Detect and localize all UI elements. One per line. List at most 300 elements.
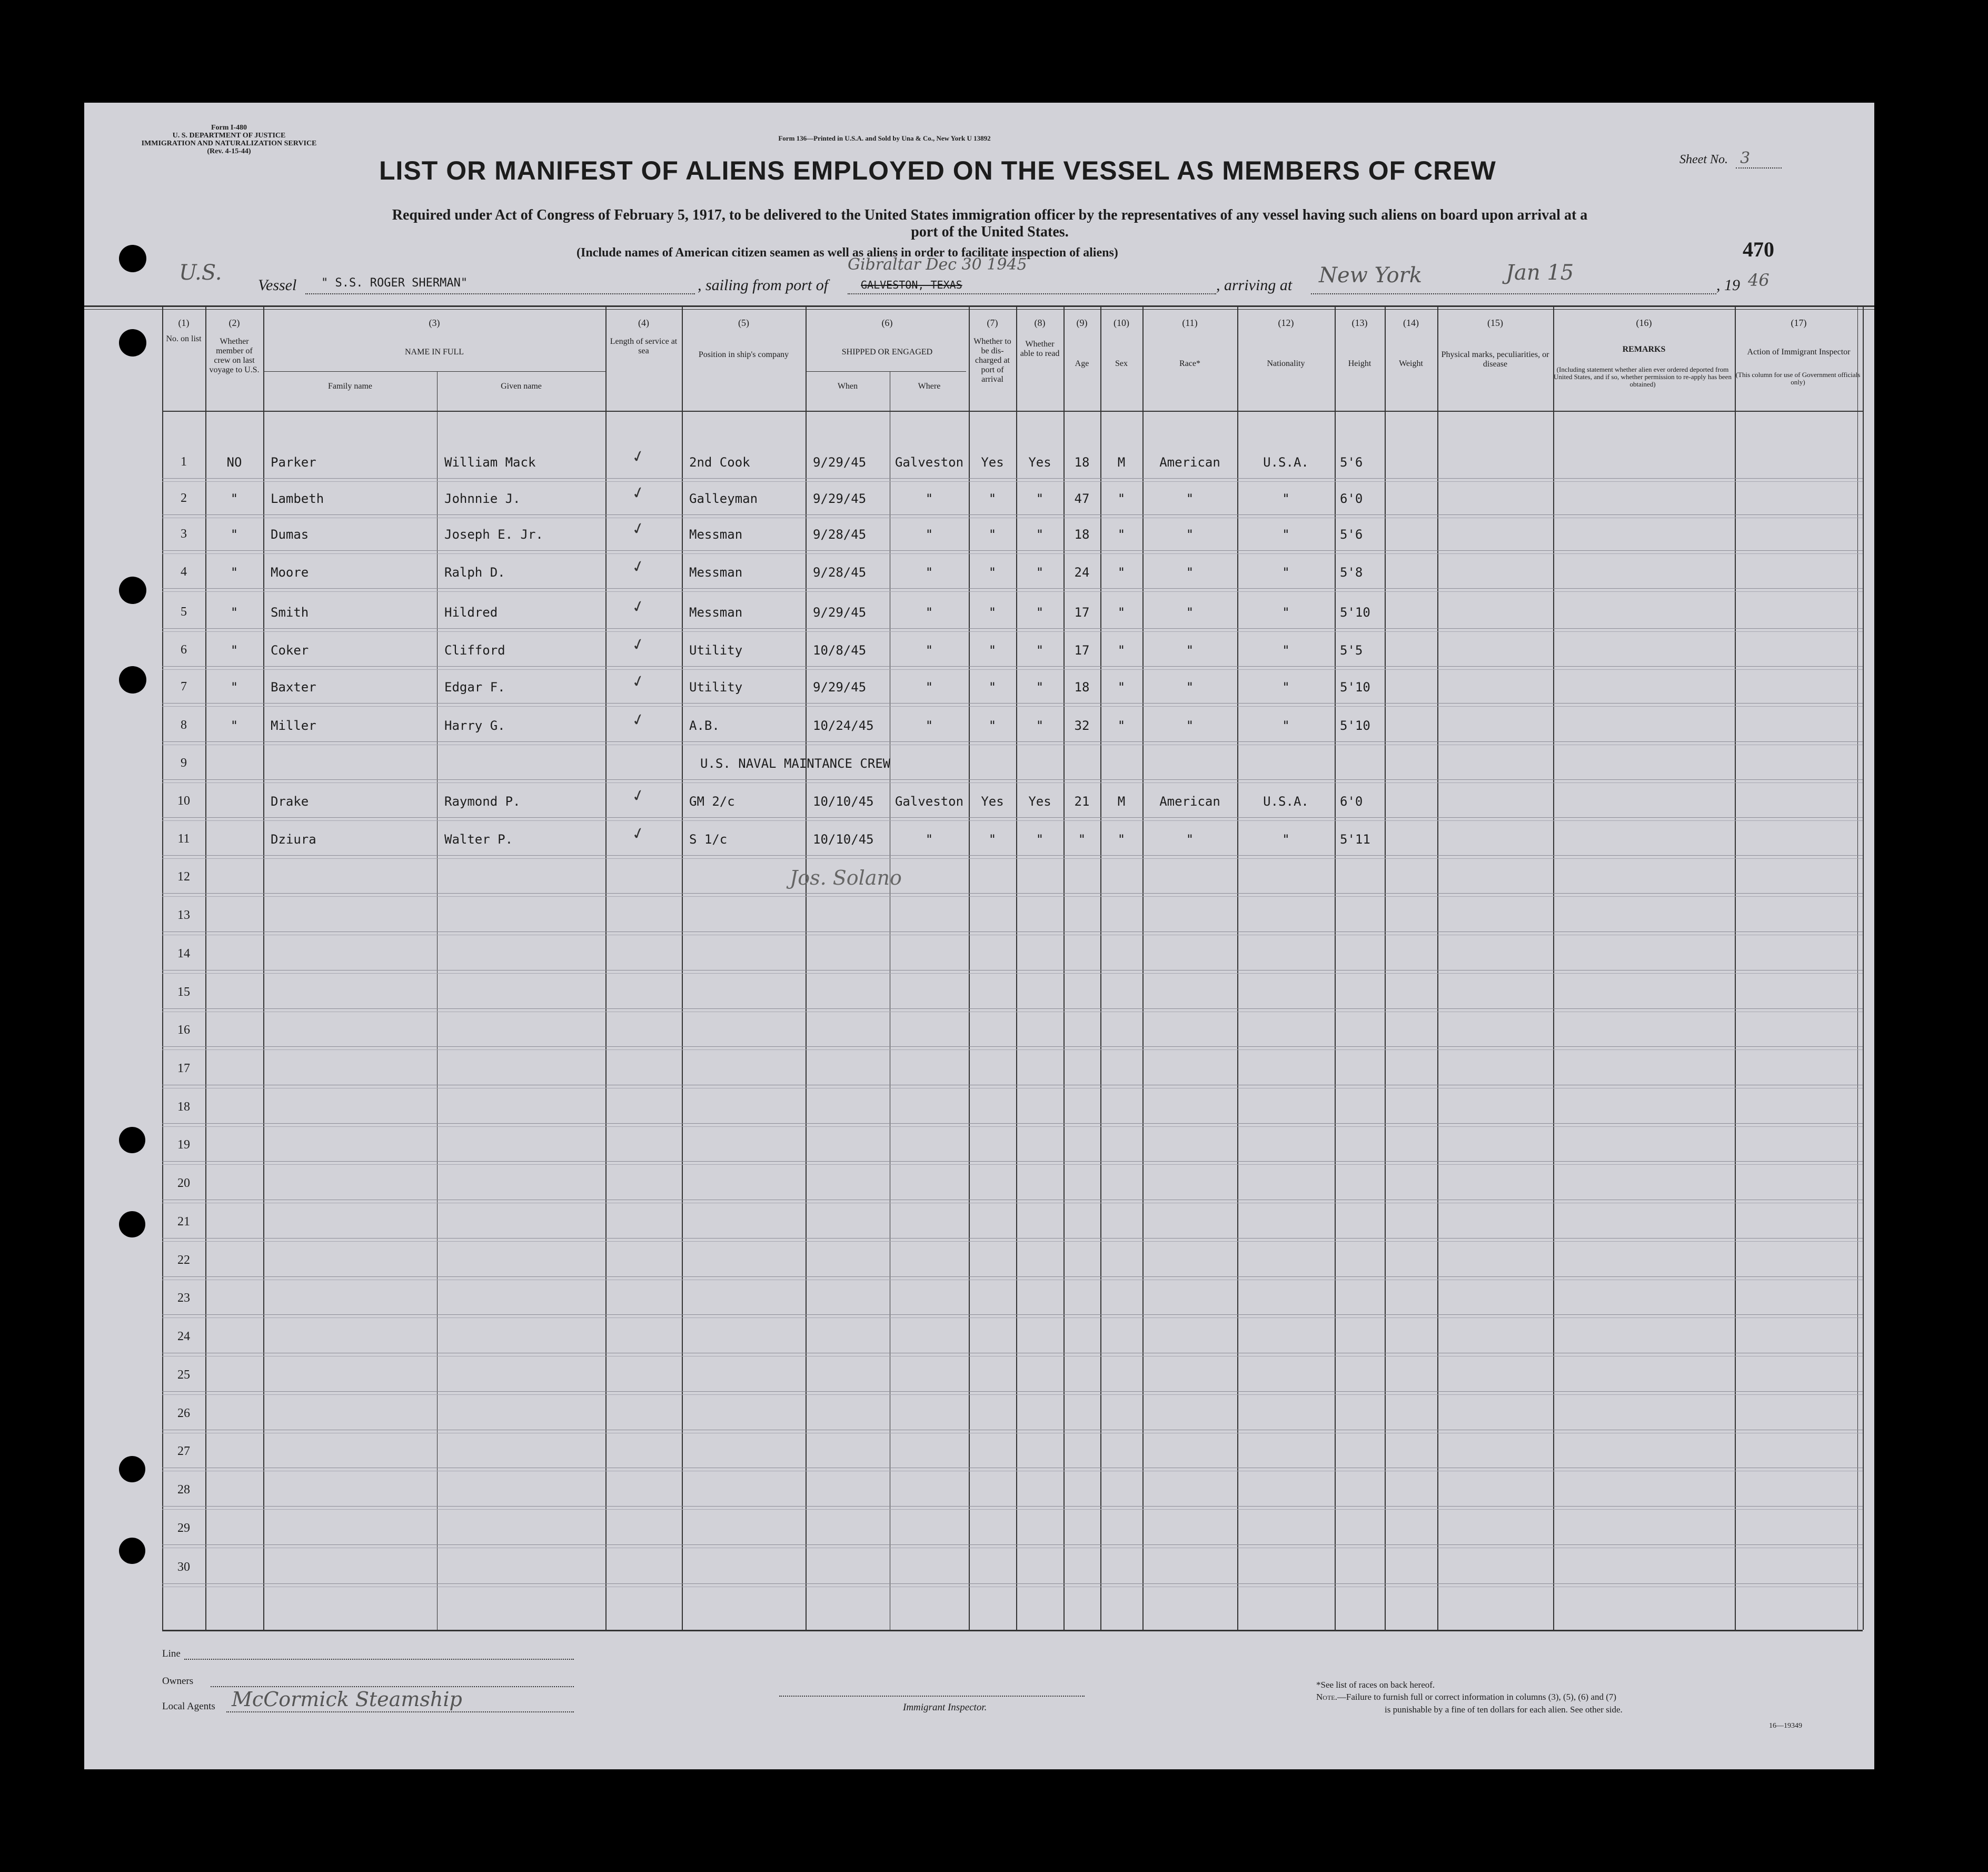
- line-label: Line: [162, 1648, 181, 1659]
- form-number: Form I-480: [211, 124, 247, 132]
- when-header: When: [837, 382, 858, 391]
- age: 18: [1074, 527, 1090, 542]
- able-to-read: Yes: [1028, 794, 1051, 809]
- column-number: (11): [1182, 318, 1198, 328]
- page-title: LIST OR MANIFEST OF ALIENS EMPLOYED ON THE VESSEL AS MEMBERS OF CREW: [379, 156, 1496, 185]
- shipped-where: ": [925, 527, 933, 542]
- service-name: IMMIGRATION AND NATURALIZATION SERVICE: [141, 140, 317, 147]
- shipped-when: 9/29/45: [813, 455, 867, 470]
- inspector-label: Immigrant Inspector.: [903, 1702, 987, 1713]
- shipped-where: Galveston: [894, 455, 964, 470]
- shipped-when: 10/8/45: [813, 643, 867, 658]
- row-number: 26: [177, 1407, 190, 1420]
- row-number: 1: [181, 455, 187, 469]
- row-rule: [162, 1238, 1863, 1239]
- row-rule: [162, 1164, 1863, 1165]
- sailing-label: , sailing from port of: [698, 276, 829, 294]
- binder-hole-icon: [119, 329, 146, 356]
- position: Utility: [689, 680, 743, 695]
- row-rule: [162, 478, 1863, 479]
- row-number: 11: [177, 832, 190, 846]
- given-name: Edgar F.: [444, 680, 505, 695]
- year-prefix: , 19: [1716, 276, 1740, 294]
- shipped-where: ": [925, 718, 933, 733]
- row-rule: [162, 1394, 1863, 1395]
- nationality: ": [1282, 491, 1290, 506]
- row-rule: [162, 855, 1863, 856]
- age: 32: [1074, 718, 1090, 733]
- family-name: Parker: [271, 455, 316, 470]
- sex: ": [1117, 565, 1126, 580]
- row-rule: [162, 1583, 1863, 1584]
- race: ": [1186, 605, 1194, 620]
- row-number: 14: [177, 947, 190, 960]
- column-number: (13): [1351, 318, 1368, 328]
- column-header: Sex: [1115, 359, 1128, 368]
- nationality: ": [1282, 643, 1290, 658]
- row-number: 13: [177, 908, 190, 922]
- row-number: 4: [181, 565, 187, 579]
- age: 17: [1074, 605, 1090, 620]
- section-heading: U.S. NAVAL MAINTANCE CREW: [700, 756, 891, 771]
- port-handwritten: Gibraltar Dec 30 1945: [848, 255, 1027, 274]
- binder-hole-icon: [119, 666, 146, 694]
- nationality: U.S.A.: [1263, 794, 1309, 809]
- note-text-2: is punishable by a fine of ten dollars for each alien. See other side.: [1385, 1705, 1623, 1715]
- given-name: William Mack: [444, 455, 536, 470]
- row-rule: [162, 779, 1863, 780]
- row-number: 16: [177, 1023, 190, 1037]
- row-number: 9: [181, 756, 187, 770]
- binder-hole-icon: [119, 1538, 145, 1564]
- row-number: 3: [181, 527, 187, 541]
- column-number: (9): [1076, 318, 1088, 328]
- discharged: ": [988, 832, 997, 847]
- row-rule: [162, 1046, 1863, 1047]
- discharged: ": [988, 643, 997, 658]
- shipped-when: 9/28/45: [813, 527, 867, 542]
- column-header: Physical marks, peculiarities, or disease: [1441, 350, 1549, 369]
- height: 5'8: [1340, 565, 1363, 580]
- row-rule: [162, 1123, 1863, 1124]
- nationality: ": [1282, 605, 1290, 620]
- given-name: Harry G.: [444, 718, 505, 733]
- sex: ": [1117, 680, 1126, 695]
- row-rule: [162, 1241, 1863, 1242]
- stamp-number: 470: [1743, 237, 1774, 261]
- checkmark-icon: ✓: [629, 671, 648, 692]
- column-header: Nationality: [1267, 359, 1305, 368]
- requirement-text: [158, 207, 1822, 241]
- column-header: Position in ship's company: [698, 350, 789, 359]
- given-name: Clifford: [444, 643, 505, 658]
- sex: ": [1117, 718, 1126, 733]
- age: 18: [1074, 680, 1090, 695]
- row-rule: [162, 1276, 1863, 1277]
- arriving-label: , arriving at: [1216, 276, 1293, 294]
- printer-note: Form 136—Printed in U.S.A. and Sold by Una & Co., New York U 13892: [778, 134, 991, 142]
- height: 6'0: [1340, 491, 1363, 506]
- height: 5'10: [1340, 605, 1370, 620]
- age: 17: [1074, 643, 1090, 658]
- column-header: NAME IN FULL: [405, 348, 464, 356]
- discharged: ": [988, 605, 997, 620]
- able-to-read: ": [1036, 605, 1044, 620]
- sheet-label: Sheet No.: [1679, 153, 1728, 166]
- discharged: ": [988, 565, 997, 580]
- race: American: [1159, 794, 1220, 809]
- shipped-when: 9/29/45: [813, 491, 867, 506]
- column-header: Action of Immigrant Inspector: [1747, 348, 1851, 356]
- margin-note: U.S.: [179, 261, 222, 285]
- column-header: Whether able to read: [1020, 340, 1060, 358]
- shipped-where: ": [925, 643, 933, 658]
- height: 5'6: [1340, 527, 1363, 542]
- column-rule: [1385, 307, 1386, 1630]
- position: A.B.: [689, 718, 720, 733]
- column-header: Length of service at sea: [610, 337, 678, 355]
- race: ": [1186, 527, 1194, 542]
- row-number: 2: [181, 491, 187, 505]
- family-name: Dumas: [271, 527, 309, 542]
- race: ": [1186, 643, 1194, 658]
- able-to-read: ": [1036, 680, 1044, 695]
- able-to-read: ": [1036, 491, 1044, 506]
- column-number: (4): [638, 318, 649, 328]
- race: ": [1186, 718, 1194, 733]
- row-number: 18: [177, 1100, 190, 1114]
- sheet-number-block: [1679, 149, 1782, 167]
- fine-note: [1316, 1692, 1616, 1702]
- checkmark-icon: ✓: [629, 634, 648, 656]
- row-rule: [162, 741, 1863, 742]
- row-rule: [162, 706, 1863, 707]
- row-number: 5: [181, 605, 187, 619]
- column-rule: [1335, 307, 1336, 1630]
- row-number: 19: [177, 1138, 190, 1152]
- checkmark-icon: ✓: [629, 785, 648, 807]
- given-name: Ralph D.: [444, 565, 505, 580]
- row-rule: [162, 591, 1863, 592]
- crew-last-voyage: ": [230, 527, 238, 542]
- position: Utility: [689, 643, 743, 658]
- shipped-when: 10/10/45: [813, 794, 874, 809]
- shipped-where: ": [925, 565, 933, 580]
- discharged: ": [988, 491, 997, 506]
- checkmark-icon: ✓: [629, 823, 648, 845]
- column-rule: [806, 307, 807, 1630]
- column-rule: [1553, 307, 1554, 1630]
- given-name: Raymond P.: [444, 794, 521, 809]
- arriving-port: New York: [1319, 263, 1422, 288]
- column-rule: [1735, 307, 1736, 1630]
- position: S 1/c: [689, 832, 728, 847]
- row-number: 17: [177, 1062, 190, 1075]
- column-rule: [1437, 307, 1438, 1630]
- row-number: 12: [177, 870, 190, 884]
- include-note: (Include names of American citizen seamen as well as aliens in order to facilitate inspection of aliens): [576, 246, 1118, 260]
- shipped-when: 9/29/45: [813, 680, 867, 695]
- position: 2nd Cook: [689, 455, 750, 470]
- crew-last-voyage: ": [230, 605, 238, 620]
- age: ": [1078, 832, 1086, 847]
- row-number: 8: [181, 718, 187, 732]
- column-number: (6): [881, 318, 893, 328]
- shipped-where: ": [925, 680, 933, 695]
- able-to-read: ": [1036, 718, 1044, 733]
- signature-scrawl-icon: Jos. Solano: [790, 866, 902, 889]
- row-number: 22: [177, 1253, 190, 1267]
- column-header: Weight: [1399, 359, 1423, 368]
- crew-last-voyage: ": [230, 491, 238, 506]
- given-name: Walter P.: [444, 832, 513, 847]
- position: Galleyman: [689, 491, 758, 506]
- row-rule: [162, 588, 1863, 589]
- row-rule: [162, 858, 1863, 859]
- column-number: (16): [1636, 318, 1652, 328]
- shipped-when: 9/29/45: [813, 605, 867, 620]
- shipped-where: ": [925, 491, 933, 506]
- shipped-where: ": [925, 605, 933, 620]
- able-to-read: ": [1036, 643, 1044, 658]
- row-number: 7: [181, 680, 187, 694]
- position: Messman: [689, 565, 743, 580]
- form-code: 16—19349: [1769, 1722, 1802, 1730]
- vessel-label: Vessel: [258, 276, 297, 294]
- column-number: (10): [1114, 318, 1129, 328]
- agents-signature: McCormick Steamship: [232, 1688, 462, 1711]
- vessel-name: " S.S. ROGER SHERMAN": [321, 276, 468, 290]
- crew-last-voyage: ": [230, 680, 238, 695]
- column-number: (8): [1034, 318, 1046, 328]
- port-typed: GALVESTON, TEXAS: [861, 279, 962, 291]
- column-header: SHIPPED OR ENGAGED: [841, 348, 933, 356]
- nationality: ": [1282, 565, 1290, 580]
- row-rule: [162, 1506, 1863, 1507]
- row-rule: [162, 1544, 1863, 1545]
- shipped-when: 10/10/45: [813, 832, 874, 847]
- shipped-when: 9/28/45: [813, 565, 867, 580]
- department: U. S. DEPARTMENT OF JUSTICE: [172, 132, 286, 140]
- row-rule: [162, 1008, 1863, 1009]
- column-number: (14): [1403, 318, 1419, 328]
- row-rule: [162, 703, 1863, 704]
- row-rule: [162, 514, 1863, 515]
- sex: ": [1117, 605, 1126, 620]
- sheet-value: 3: [1736, 149, 1782, 169]
- binder-hole-icon: [119, 1211, 145, 1237]
- column-rule: [263, 307, 264, 1630]
- column-rule: [605, 307, 607, 1630]
- family-name: Lambeth: [271, 491, 324, 506]
- column-rule: [1857, 307, 1858, 1630]
- sex: ": [1117, 491, 1126, 506]
- column-number: (7): [987, 318, 998, 328]
- row-number: 23: [177, 1291, 190, 1305]
- family-name: Baxter: [271, 680, 316, 695]
- checkmark-icon: ✓: [629, 446, 648, 468]
- crew-last-voyage: ": [230, 718, 238, 733]
- arriving-date: Jan 15: [1506, 261, 1574, 285]
- row-number: 29: [177, 1521, 190, 1535]
- height: 5'6: [1340, 455, 1363, 470]
- column-header: Age: [1075, 359, 1089, 368]
- row-rule: [162, 1049, 1863, 1050]
- where-header: Where: [918, 382, 941, 391]
- column-number: (2): [228, 318, 240, 328]
- column-header: Whether member of crew on last voyage to U.S.: [209, 337, 260, 374]
- family-name: Smith: [271, 605, 309, 620]
- family-name: Coker: [271, 643, 309, 658]
- requirement-line-1: Required under Act of Congress of February 5, 1917, to be delivered to the United States immigration officer by the representatives of any vessel having such aliens on board upon arrival at a: [392, 207, 1588, 223]
- given-name: Johnnie J.: [444, 491, 521, 506]
- family-name-header: Family name: [328, 382, 372, 391]
- sex: ": [1117, 643, 1126, 658]
- row-number: 24: [177, 1330, 190, 1343]
- age: 24: [1074, 565, 1090, 580]
- row-rule: [162, 820, 1863, 821]
- checkmark-icon: ✓: [629, 482, 648, 504]
- discharged: ": [988, 718, 997, 733]
- discharged: Yes: [981, 455, 1004, 470]
- row-number: 15: [177, 985, 190, 999]
- height: 6'0: [1340, 794, 1363, 809]
- binder-hole-icon: [119, 1456, 145, 1482]
- able-to-read: ": [1036, 832, 1044, 847]
- able-to-read: Yes: [1028, 455, 1051, 470]
- column-number: (1): [178, 318, 190, 328]
- binder-hole-icon: [119, 245, 146, 272]
- column-header: Race*: [1179, 359, 1200, 368]
- column-number: (5): [738, 318, 749, 328]
- shipped-where: ": [925, 832, 933, 847]
- column-header: Whether to be dis-charged at port of arrival: [973, 337, 1011, 384]
- agents-label: Local Agents: [162, 1701, 215, 1712]
- row-rule: [162, 1126, 1863, 1127]
- races-note: *See list of races on back hereof.: [1316, 1680, 1435, 1690]
- row-rule: [162, 1391, 1863, 1392]
- shipped-when: 10/24/45: [813, 718, 874, 733]
- checkmark-icon: ✓: [629, 709, 648, 731]
- row-rule: [162, 481, 1863, 482]
- race: ": [1186, 491, 1194, 506]
- row-number: 21: [177, 1215, 190, 1229]
- sex: M: [1117, 455, 1126, 470]
- sex: ": [1117, 527, 1126, 542]
- column-rule: [682, 307, 683, 1630]
- checkmark-icon: ✓: [629, 518, 648, 540]
- row-rule: [162, 893, 1863, 894]
- checkmark-icon: ✓: [629, 556, 648, 578]
- row-rule: [162, 973, 1863, 974]
- height: 5'10: [1340, 680, 1370, 695]
- binder-hole-icon: [119, 577, 146, 604]
- owners-label: Owners: [162, 1676, 194, 1687]
- checkmark-icon: ✓: [629, 596, 648, 618]
- crew-last-voyage: ": [230, 643, 238, 658]
- crew-last-voyage: NO: [226, 455, 242, 470]
- nationality: ": [1282, 680, 1290, 695]
- nationality: ": [1282, 718, 1290, 733]
- row-number: 6: [181, 643, 187, 657]
- discharged: Yes: [981, 794, 1004, 809]
- note-text-1: —Failure to furnish full or correct information in columns (3), (5), (6) and (7): [1337, 1692, 1617, 1702]
- family-name: Moore: [271, 565, 309, 580]
- able-to-read: ": [1036, 565, 1044, 580]
- row-number: 30: [177, 1560, 190, 1574]
- column-number: (3): [429, 318, 440, 328]
- note-label: Note.: [1316, 1692, 1337, 1702]
- column-number: (17): [1791, 318, 1807, 328]
- row-number: 20: [177, 1176, 190, 1190]
- race: ": [1186, 832, 1194, 847]
- family-name: Dziura: [271, 832, 316, 847]
- revision-date: (Rev. 4-15-44): [207, 147, 251, 155]
- race: ": [1186, 680, 1194, 695]
- able-to-read: ": [1036, 527, 1044, 542]
- given-name: Joseph E. Jr.: [444, 527, 543, 542]
- row-number: 10: [177, 794, 190, 808]
- manifest-sheet: [84, 103, 1874, 1769]
- crew-last-voyage: ": [230, 565, 238, 580]
- row-rule: [162, 553, 1863, 554]
- requirement-line-2: port of the United States.: [911, 224, 1069, 240]
- position: Messman: [689, 605, 743, 620]
- form-id-block: [134, 124, 324, 155]
- row-rule: [162, 1314, 1863, 1315]
- row-rule: [162, 1161, 1863, 1162]
- sex: ": [1117, 832, 1126, 847]
- nationality: ": [1282, 527, 1290, 542]
- column-number: (12): [1278, 318, 1294, 328]
- column-rule: [1863, 307, 1864, 1630]
- row-rule: [162, 669, 1863, 670]
- action-note: (This column for use of Government officials only): [1735, 371, 1861, 386]
- discharged: ": [988, 527, 997, 542]
- height: 5'10: [1340, 718, 1370, 733]
- shipped-where: Galveston: [894, 794, 964, 809]
- age: 18: [1074, 455, 1090, 470]
- race: American: [1159, 455, 1220, 470]
- column-number: (15): [1487, 318, 1503, 328]
- height: 5'5: [1340, 643, 1363, 658]
- discharged: ": [988, 680, 997, 695]
- column-header: Height: [1348, 359, 1371, 368]
- given-name: Hildred: [444, 605, 498, 620]
- race: ": [1186, 565, 1194, 580]
- binder-hole-icon: [119, 1127, 145, 1153]
- row-rule: [162, 666, 1863, 667]
- age: 21: [1074, 794, 1090, 809]
- nationality: U.S.A.: [1263, 455, 1309, 470]
- family-name: Miller: [271, 718, 316, 733]
- nationality: ": [1282, 832, 1290, 847]
- height: 5'11: [1340, 832, 1370, 847]
- sex: M: [1117, 794, 1126, 809]
- row-number: 28: [177, 1483, 190, 1497]
- row-rule: [162, 817, 1863, 818]
- row-rule: [162, 631, 1863, 632]
- sub-column-rule: [437, 371, 438, 1630]
- age: 47: [1074, 491, 1090, 506]
- row-rule: [162, 628, 1863, 629]
- column-header: REMARKS: [1622, 345, 1666, 354]
- family-name: Drake: [271, 794, 309, 809]
- row-rule: [162, 896, 1863, 897]
- remarks-note: (Including statement whether alien ever ordered deported from United States, and if so, whether permission to re-apply has been obtained): [1554, 365, 1732, 388]
- year-suffix: 46: [1748, 270, 1770, 290]
- row-rule: [162, 1509, 1863, 1510]
